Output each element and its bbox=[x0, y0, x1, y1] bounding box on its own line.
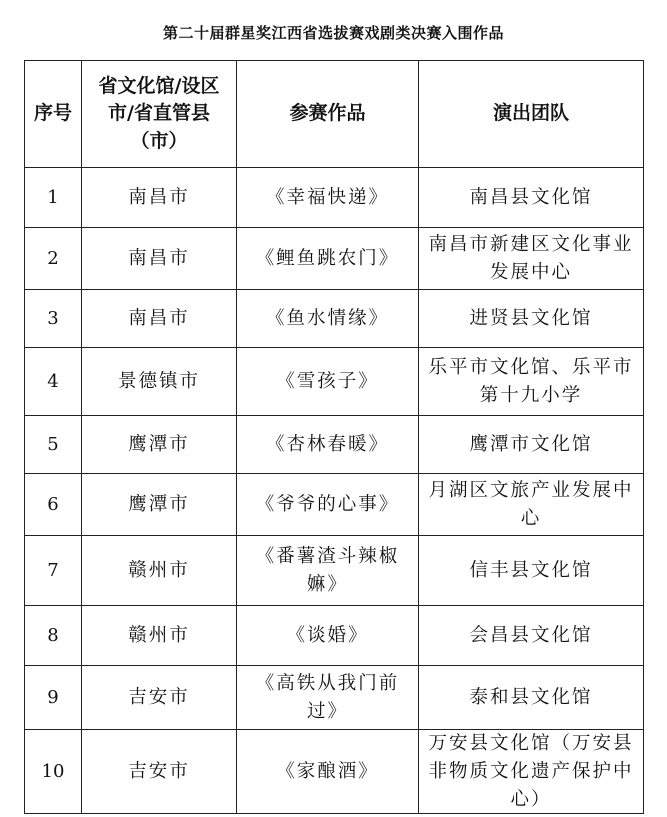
cell-region: 鹰潭市 bbox=[82, 474, 237, 536]
cell-work: 《幸福快递》 bbox=[237, 168, 419, 228]
table-row bbox=[25, 290, 644, 348]
cell-region: 景德镇市 bbox=[82, 348, 237, 416]
header-region: 省文化馆/设区市/省直管县（市） bbox=[82, 61, 237, 168]
table-header-row bbox=[25, 61, 644, 168]
table-row bbox=[25, 416, 644, 474]
cell-region: 赣州市 bbox=[82, 536, 237, 606]
cell-troupe: 进贤县文化馆 bbox=[419, 290, 644, 348]
cell-index: 9 bbox=[25, 666, 82, 730]
cell-index: 6 bbox=[25, 474, 82, 536]
table-row bbox=[25, 606, 644, 666]
cell-work: 《家酿酒》 bbox=[237, 730, 419, 814]
cell-work: 《爷爷的心事》 bbox=[237, 474, 419, 536]
table-row bbox=[25, 348, 644, 416]
cell-troupe: 月湖区文旅产业发展中心 bbox=[419, 474, 644, 536]
cell-index: 8 bbox=[25, 606, 82, 666]
cell-work: 《杏林春暖》 bbox=[237, 416, 419, 474]
header-work: 参赛作品 bbox=[237, 61, 419, 168]
table-row bbox=[25, 730, 644, 814]
cell-region: 吉安市 bbox=[82, 730, 237, 814]
cell-troupe: 万安县文化馆（万安县非物质文化遗产保护中心） bbox=[419, 730, 644, 814]
cell-troupe: 鹰潭市文化馆 bbox=[419, 416, 644, 474]
cell-troupe: 信丰县文化馆 bbox=[419, 536, 644, 606]
cell-troupe: 南昌县文化馆 bbox=[419, 168, 644, 228]
cell-index: 7 bbox=[25, 536, 82, 606]
cell-region: 赣州市 bbox=[82, 606, 237, 666]
cell-troupe: 乐平市文化馆、乐平市第十九小学 bbox=[419, 348, 644, 416]
finalist-table bbox=[24, 60, 644, 814]
cell-index: 5 bbox=[25, 416, 82, 474]
cell-region: 吉安市 bbox=[82, 666, 237, 730]
table-row bbox=[25, 536, 644, 606]
cell-troupe: 泰和县文化馆 bbox=[419, 666, 644, 730]
cell-region: 南昌市 bbox=[82, 290, 237, 348]
cell-index: 3 bbox=[25, 290, 82, 348]
cell-work: 《番薯渣斗辣椒嫲》 bbox=[237, 536, 419, 606]
header-index: 序号 bbox=[25, 61, 82, 168]
cell-work: 《高铁从我门前过》 bbox=[237, 666, 419, 730]
cell-troupe: 南昌市新建区文化事业发展中心 bbox=[419, 228, 644, 290]
header-troupe: 演出团队 bbox=[419, 61, 644, 168]
table-row bbox=[25, 666, 644, 730]
cell-work: 《雪孩子》 bbox=[237, 348, 419, 416]
table-row bbox=[25, 228, 644, 290]
cell-index: 1 bbox=[25, 168, 82, 228]
cell-region: 鹰潭市 bbox=[82, 416, 237, 474]
cell-work: 《谈婚》 bbox=[237, 606, 419, 666]
cell-region: 南昌市 bbox=[82, 228, 237, 290]
cell-troupe: 会昌县文化馆 bbox=[419, 606, 644, 666]
table-row bbox=[25, 474, 644, 536]
document-title: 第二十届群星奖江西省选拔赛戏剧类决赛入围作品 bbox=[162, 24, 504, 42]
cell-index: 4 bbox=[25, 348, 82, 416]
cell-work: 《鱼水情缘》 bbox=[237, 290, 419, 348]
cell-index: 10 bbox=[25, 730, 82, 814]
cell-work: 《鲤鱼跳农门》 bbox=[237, 228, 419, 290]
cell-region: 南昌市 bbox=[82, 168, 237, 228]
cell-index: 2 bbox=[25, 228, 82, 290]
table-row bbox=[25, 168, 644, 228]
